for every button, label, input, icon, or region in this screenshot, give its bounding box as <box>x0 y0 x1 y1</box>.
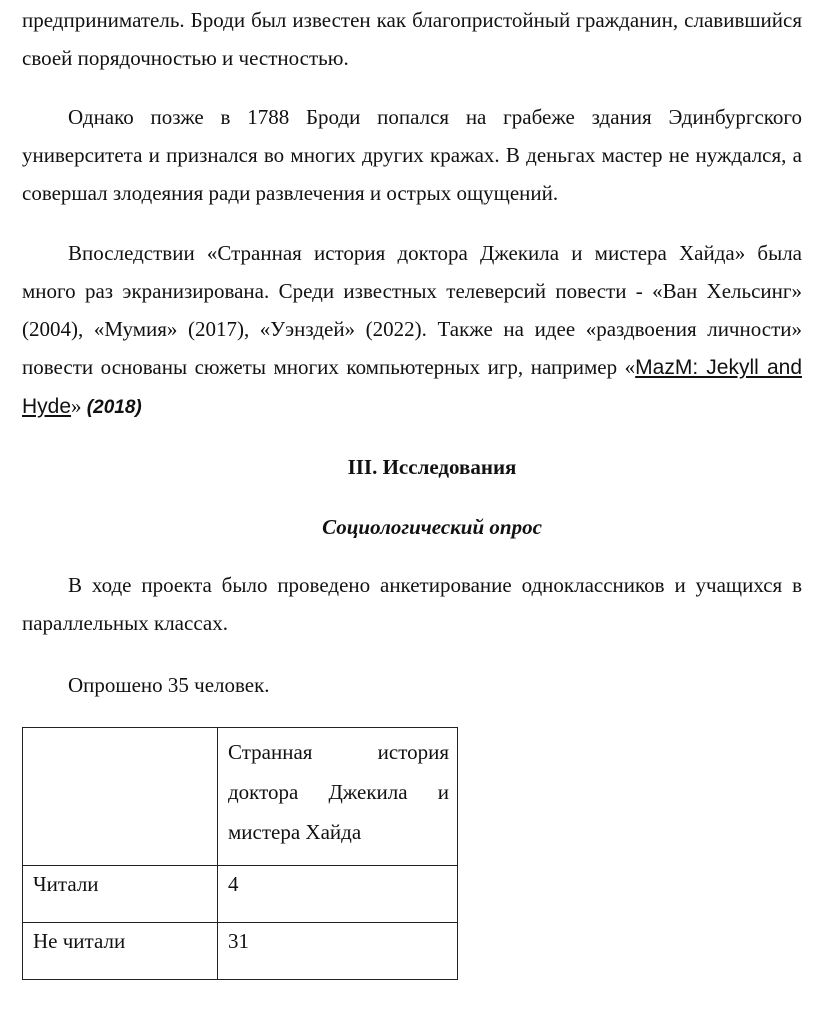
table-header-book-cell <box>218 728 458 866</box>
section-heading: III. Исследования <box>347 455 517 479</box>
table-cell-value <box>218 866 458 923</box>
table-cell-value <box>218 923 458 980</box>
row-value-not-read: 31 <box>228 929 249 953</box>
table-header-row <box>23 728 458 866</box>
paragraph-adaptations <box>22 234 802 427</box>
game-link[interactable]: MazM: Jekyll and Hyde <box>22 356 802 418</box>
table-header-empty-cell <box>23 728 218 866</box>
table-row <box>23 866 458 923</box>
paragraph-brodie-reputation: предприниматель. Броди был известен как благопристойный гражданин, славившийся своей порядочностью и честностью. <box>22 8 802 70</box>
table-header-book-title: Странная история доктора Джекила и мистера Хайда <box>228 740 449 844</box>
paragraph-adaptations-text: Впоследствии «Странная история доктора Джекила и мистера Хайда» была много раз экранизирована. Среди известных телеверсий повести - «Ван Хельсинг» (2004), «Мумия» (2017), «Уэнздей» (2022). Также на идее «раздвоения личности» повести основаны сюжеты многих компьютерных игр, например « <box>22 241 802 379</box>
paragraph-brodie-robbery: Однако позже в 1788 Броди попался на грабеже здания Эдинбургского университета и признался во многих других кражах. В деньгах мастер не нуждался, а совершал злодеяния ради развлечения и острых ощущений. <box>22 105 802 205</box>
row-value-read: 4 <box>228 872 239 896</box>
game-year: (2018) <box>81 397 142 418</box>
row-label-not-read: Не читали <box>33 929 126 953</box>
table-row <box>23 923 458 980</box>
survey-table <box>22 727 458 980</box>
table-cell-label <box>23 866 218 923</box>
row-label-read: Читали <box>33 872 99 896</box>
paragraph-respondents: Опрошено 35 человек. <box>68 673 270 697</box>
paragraph-adaptations-close-quote: » <box>71 394 82 418</box>
table-cell-label <box>23 923 218 980</box>
paragraph-survey-intro: В ходе проекта было проведено анкетирование одноклассников и учащихся в параллельных классах. <box>22 573 802 635</box>
subsection-heading: Социологический опрос <box>322 515 542 539</box>
